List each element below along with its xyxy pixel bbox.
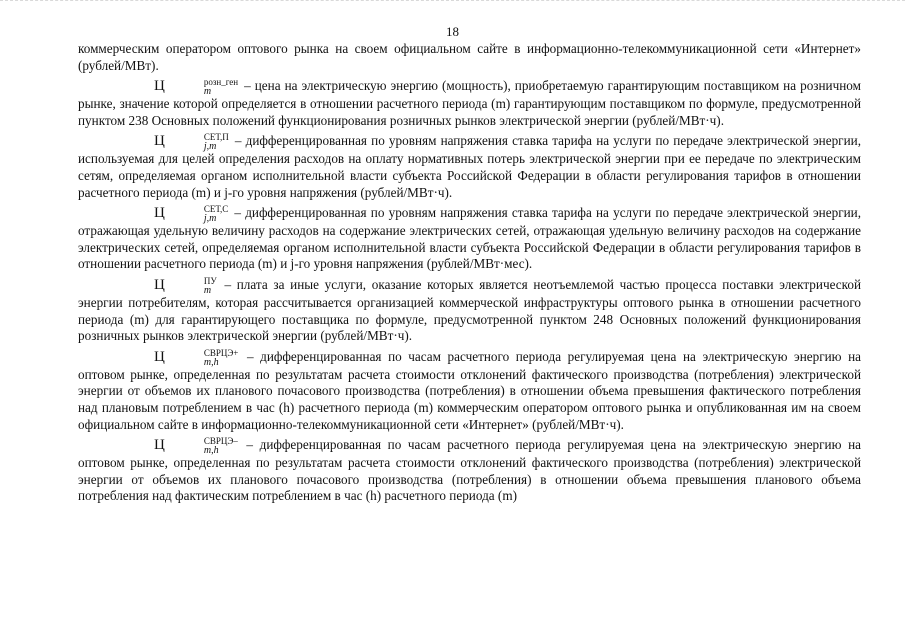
formula-symbol: Ц ПУ m (154, 275, 217, 296)
definition-text: – дифференцированная по часам расчетного периода регулируемая цена на электрическую энергию на оптовом рынке, определенная по результатам расчета стоимости отклонений фактического производства (потребления) электрической энергии от объемов их планового почасового производства (потребления) в отношении объема превышения планового объема потребления над фактическим потреблением в час (h) расчетного периода (m) (78, 437, 861, 504)
document-body (78, 41, 861, 505)
scan-top-edge (0, 0, 905, 1)
paragraph-continuation: коммерческим оператором оптового рынка на своем официальном сайте в информационно-телекоммуникационной сети «Интернет» (рублей/МВт). (78, 41, 861, 73)
formula-symbol: Ц розн_ген m (154, 77, 239, 98)
definition-text: – плата за иные услуги, оказание которых является неотъемлемой частью процесса поставки электрической энергии потребителям, которая рассчитывается организацией коммерческой инфраструктуры оптового рынка в отношении расчетного периода (m) для гарантирующего поставщика по формуле, предусмотренной пунктом 248 Основных положений функционирования розничных рынков электрической энергии (рублей/МВт·ч). (78, 276, 861, 344)
formula-symbol: Ц СЕТ,С j,m (154, 204, 229, 225)
definition-text: – дифференцированная по часам расчетного периода регулируемая цена на электрическую энергию на оптовом рынке, определенная по результатам расчета стоимости отклонений фактического производства (потребления) электрической энергии от объемов их планового почасового производства (потребления) в отношении объема превышения фактического потребления над плановым потреблением в час (h) расчетного периода (m) коммерческим оператором оптового рынка и опубликованная им на своем официальном сайте в информационно-телекоммуникационной сети «Интернет» (рублей/МВт·ч). (78, 348, 861, 432)
definition-text: – дифференцированная по уровням напряжения ставка тарифа на услуги по передаче электрической энергии, используемая для целей определения расходов на оплату нормативных потерь электрической энергии при ее передаче по электрическим сетям, определяемая органом исполнительной власти субъекта Российской Федерации в области регулирования тарифов в отношении расчетного периода (m) и j-го уровня напряжения (рублей/МВт·ч). (78, 133, 862, 200)
definition-deviation-price-minus (78, 437, 861, 505)
definition-retail-price (78, 78, 861, 129)
formula-symbol: Ц СВРЦЭ– m,h (154, 436, 238, 457)
definition-text: – цена на электрическую энергию (мощность), приобретаемую гарантирующим поставщиком на розничном рынке, значение которой определяется в отношении расчетного периода (m) гарантирующим поставщиком по формуле, предусмотренной пунктом 238 Основных положений функционирования розничных рынков электрической энергии (рублей/МВт·ч). (78, 78, 861, 128)
definition-text: – дифференцированная по уровням напряжения ставка тарифа на услуги по передаче электрической энергии, отражающая удельную величину расходов на содержание электрических сетей, отражающая удельную величину расходов на содержание электрических сетей, определяемая органом исполнительной власти субъекта Российской Федерации в области регулирования тарифов в отношении расчетного периода (m) и j-го уровня напряжения (рублей/МВт·мес). (78, 205, 862, 272)
formula-symbol: Ц СЕТ,П j,m (154, 132, 229, 153)
page-number: 18 (446, 24, 459, 39)
definition-other-services (78, 277, 861, 345)
definition-tariff-maintenance (78, 205, 861, 273)
formula-symbol: Ц СВРЦЭ+ m,h (154, 347, 239, 368)
definition-tariff-losses (78, 133, 861, 201)
definition-deviation-price-plus (78, 349, 861, 433)
